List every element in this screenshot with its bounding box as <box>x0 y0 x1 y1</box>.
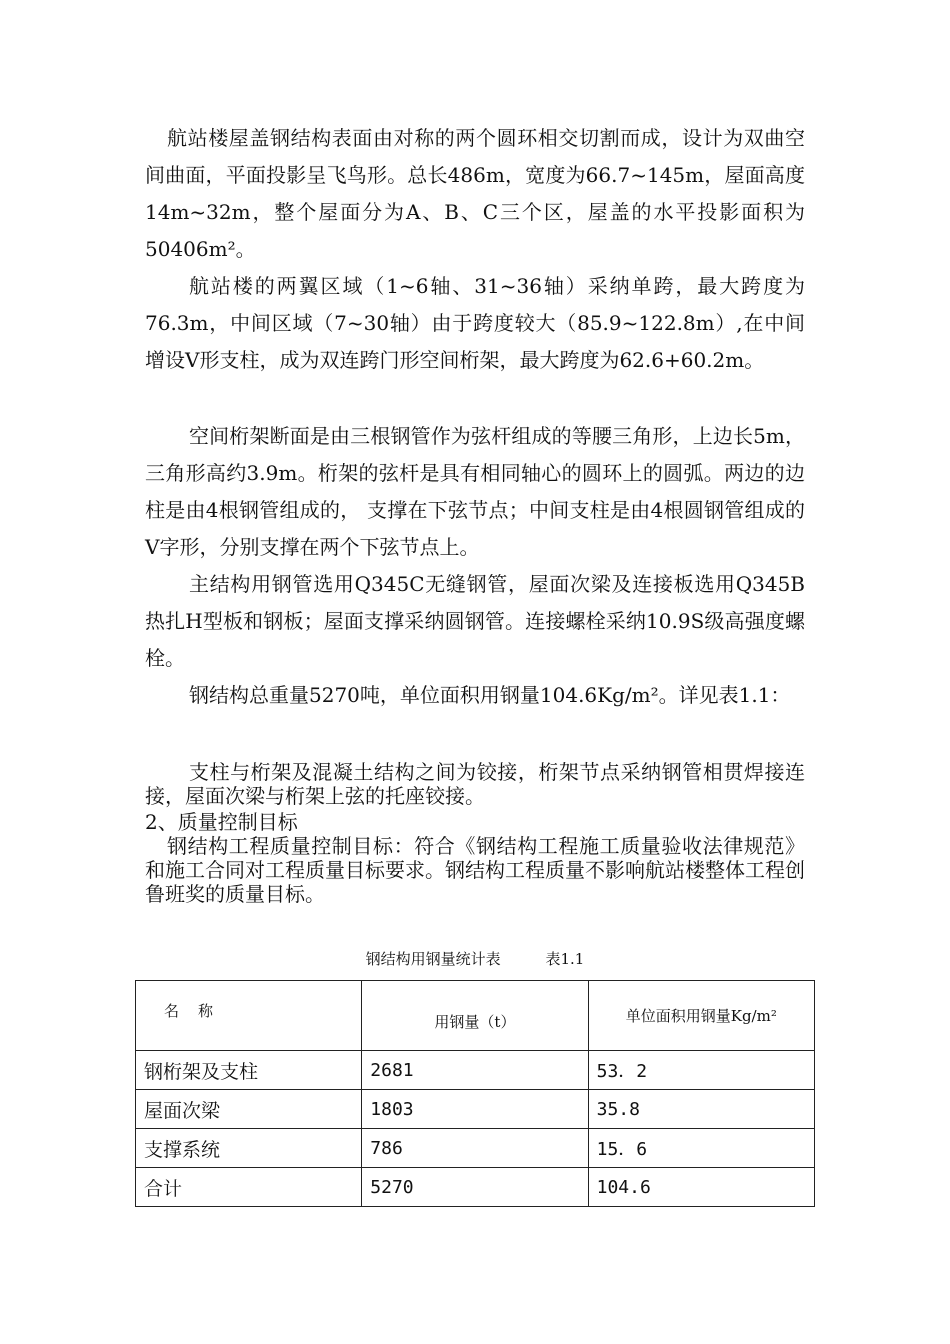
table-header-row <box>136 981 815 1051</box>
paragraph-text: 空间桁架断面是由三根钢管作为弦杆组成的等腰三角形，上边长5m，三角形高约3.9m。桁架的弦杆是具有相同轴心的圆环上的圆弧。两边的边柱是由4根钢管组成的， 支撑在下弦节点；中间支柱是由4根圆钢管组成的V字形，分别支撑在两个下弦节点上。 <box>145 424 805 559</box>
paragraph-steel-weight <box>145 677 805 714</box>
paragraph-text: 钢结构总重量5270吨，单位面积用钢量104.6Kg/m²。详见表1.1： <box>189 683 791 707</box>
paragraph-material <box>145 566 805 677</box>
cell-unit: 35.8 <box>588 1090 814 1129</box>
paragraph-text: 钢结构工程质量控制目标：符合《钢结构工程施工质量验收法律规范》和施工合同对工程质量目标要求。钢结构工程质量不影响航站楼整体工程创鲁班奖的质量目标。 <box>145 834 805 906</box>
header-cell-steel-amount: 用钢量（t） <box>362 981 588 1051</box>
paragraph-text: 航站楼屋盖钢结构表面由对称的两个圆环相交切割而成，设计为双曲空间曲面，平面投影呈飞鸟形。总长486m，宽度为66.7~145m，屋面高度14m~32m，整个屋面分为A、B、C三个区，屋盖的水平投影面积为50406m²。 <box>145 126 805 261</box>
table-row <box>136 1090 815 1129</box>
cell-unit: 104.6 <box>588 1168 814 1207</box>
header-cell-name: 名 称 <box>136 981 362 1051</box>
paragraph-roof-geometry <box>145 120 805 268</box>
paragraph-joints <box>145 760 805 808</box>
paragraph-text: 支柱与桁架及混凝土结构之间为铰接，桁架节点采纳钢管相贯焊接连接，屋面次梁与桁架上弦的托座铰接。 <box>145 760 805 808</box>
cell-amount: 5270 <box>362 1168 588 1207</box>
paragraph-span-layout <box>145 268 805 379</box>
table-caption <box>0 948 950 969</box>
cell-item: 支撑系统 <box>136 1129 362 1168</box>
section-heading-quality <box>145 810 805 834</box>
cell-item: 钢桁架及支柱 <box>136 1051 362 1090</box>
cell-unit: 53．2 <box>588 1051 814 1090</box>
paragraph-quality-target <box>145 834 805 906</box>
header-cell-unit-steel: 单位面积用钢量Kg/m² <box>588 981 814 1051</box>
paragraph-truss-section <box>145 418 805 566</box>
table-row <box>136 1051 815 1090</box>
table-caption-number: 表1.1 <box>545 950 585 968</box>
cell-amount: 1803 <box>362 1090 588 1129</box>
paragraph-text: 主结构用钢管选用Q345C无缝钢管，屋面次梁及连接板选用Q345B热扎H型板和钢板；屋面支撑采纳圆钢管。连接螺栓采纳10.9S级高强度螺栓。 <box>145 572 805 670</box>
table-row <box>136 1168 815 1207</box>
cell-amount: 2681 <box>362 1051 588 1090</box>
table-row <box>136 1129 815 1168</box>
cell-amount: 786 <box>362 1129 588 1168</box>
cell-item: 合计 <box>136 1168 362 1207</box>
heading-text: 2、质量控制目标 <box>145 810 298 834</box>
cell-item: 屋面次梁 <box>136 1090 362 1129</box>
table-caption-title: 钢结构用钢量统计表 <box>365 950 501 968</box>
cell-unit: 15．6 <box>588 1129 814 1168</box>
paragraph-text: 航站楼的两翼区域（1~6轴、31~36轴）采纳单跨，最大跨度为76.3m，中间区域（7~30轴）由于跨度较大（85.9~122.8m）,在中间增设V形支柱，成为双连跨门形空间桁架，最大跨度为62.6+60.2m。 <box>145 274 805 372</box>
steel-usage-table <box>135 980 815 1207</box>
